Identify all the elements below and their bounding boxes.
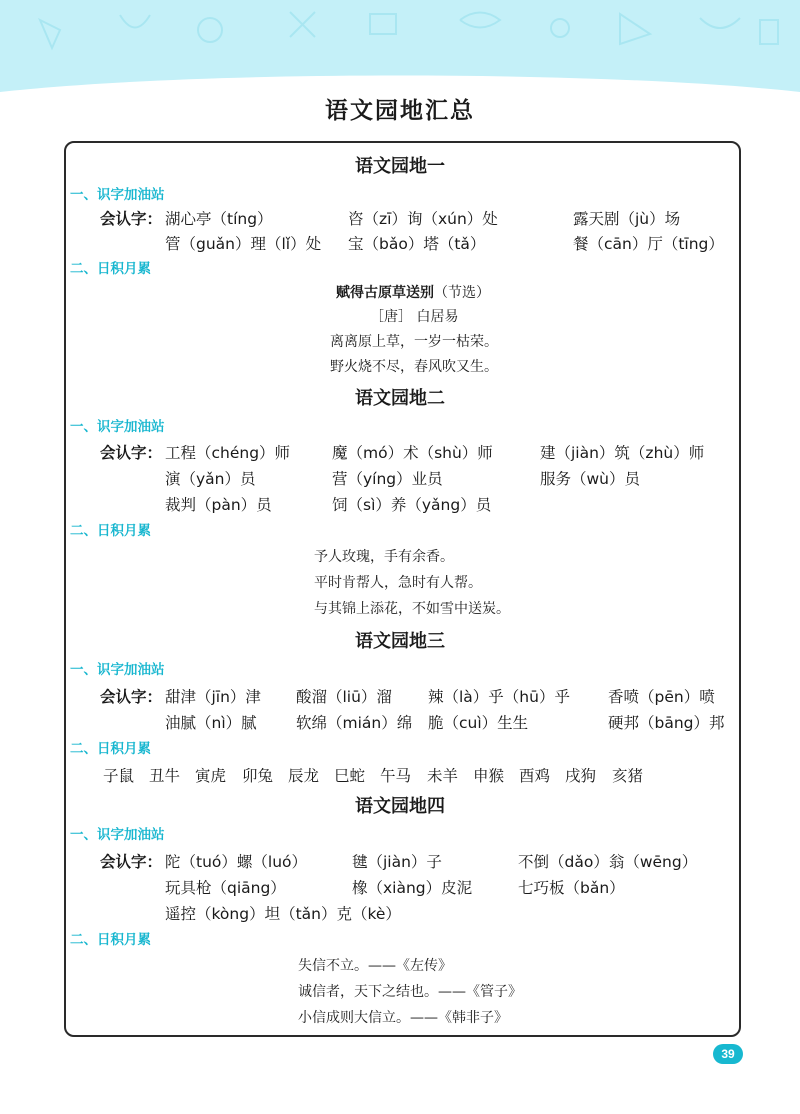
word-item: 管（guǎn）理（lǐ）处 (165, 235, 322, 253)
word-item: 辣（là）乎（hū）乎 (428, 688, 570, 706)
zodiac-item: 子鼠 (103, 767, 135, 785)
header-band (0, 0, 800, 150)
word-item: 魔（mó）术（shù）师 (332, 444, 493, 462)
word-item: 不倒（dǎo）翁（wēng） (518, 853, 698, 871)
zodiac-item: 卯兔 (242, 767, 274, 785)
word-item: 甜津（jīn）津 (165, 688, 261, 706)
zodiac-item: 申猴 (473, 767, 505, 785)
poem-title (336, 282, 490, 302)
section-title: 语文园地二 (355, 388, 445, 409)
word-item: 饲（sì）养（yǎng）员 (332, 496, 492, 514)
zodiac-item: 亥猪 (612, 767, 644, 785)
word-item: 油腻（nì）腻 (165, 714, 257, 732)
section-title: 语文园地三 (355, 631, 445, 652)
word-item: 建（jiàn）筑（zhù）师 (540, 444, 705, 462)
word-item: 服务（wù）员 (540, 470, 641, 488)
sub-heading-accumulation: 二、日积月累 (70, 932, 151, 948)
page-number: 39 (713, 1044, 743, 1064)
zodiac-item: 寅虎 (195, 767, 227, 785)
word-item: 湖心亭（tíng） (165, 210, 273, 228)
zodiac-item: 午马 (380, 767, 412, 785)
saying-line: 平时肯帮人，急时有人帮。 (314, 575, 482, 591)
saying-line: 与其锦上添花，不如雪中送炭。 (314, 601, 510, 617)
word-item: 玩具枪（qiāng） (165, 879, 286, 897)
sub-heading-literacy: 一、识字加油站 (70, 187, 165, 203)
word-item: 遥控（kòng）坦（tǎn）克（kè） (165, 905, 401, 923)
zodiac-item: 巳蛇 (334, 767, 366, 785)
word-item: 裁判（pàn）员 (165, 496, 272, 514)
word-item: 七巧板（bǎn） (518, 879, 625, 897)
poem-title-text: 赋得古原草送别 (336, 285, 434, 301)
sub-heading-accumulation: 二、日积月累 (70, 741, 151, 757)
page-title: 语文园地汇总 (325, 98, 475, 124)
zodiac-item: 酉鸡 (519, 767, 551, 785)
word-item: 陀（tuó）螺（luó） (165, 853, 307, 871)
sub-heading-accumulation: 二、日积月累 (70, 261, 151, 277)
sub-heading-accumulation: 二、日积月累 (70, 523, 151, 539)
sub-heading-literacy: 一、识字加油站 (70, 662, 165, 678)
quote-line: 失信不立。——《左传》 (298, 958, 452, 974)
word-item: 硬邦（bāng）邦 (608, 714, 725, 732)
zodiac-item: 未羊 (427, 767, 459, 785)
word-item: 软绵（mián）绵 (296, 714, 413, 732)
poem-author: ［唐］ 白居易 (370, 309, 459, 325)
rendzi-label: 会认字： (100, 688, 163, 706)
word-item: 脆（cuì）生生 (428, 714, 529, 732)
zodiac-item: 丑牛 (149, 767, 181, 785)
word-item: 宝（bǎo）塔（tǎ） (348, 235, 486, 253)
word-item: 香喷（pēn）喷 (608, 688, 715, 706)
poem-line: 离离原上草，一岁一枯荣。 (330, 334, 498, 350)
poem-note: （节选） (434, 285, 490, 301)
word-item: 演（yǎn）员 (165, 470, 256, 488)
word-item: 橡（xiàng）皮泥 (352, 879, 473, 897)
word-item: 露天剧（jù）场 (573, 210, 681, 228)
zodiac-item: 戌狗 (565, 767, 597, 785)
rendzi-label: 会认字： (100, 210, 163, 228)
word-item: 毽（jiàn）子 (352, 853, 442, 871)
saying-line: 予人玫瑰，手有余香。 (314, 549, 454, 565)
word-item: 酸溜（liū）溜 (296, 688, 392, 706)
poem-line: 野火烧不尽，春风吹又生。 (330, 359, 498, 375)
section-title: 语文园地一 (355, 156, 445, 177)
zodiac-item: 辰龙 (288, 767, 320, 785)
word-item: 咨（zī）询（xún）处 (348, 210, 498, 228)
word-item: 营（yíng）业员 (332, 470, 443, 488)
quote-line: 诚信者，天下之结也。——《管子》 (298, 984, 522, 1000)
rendzi-label: 会认字： (100, 853, 163, 871)
rendzi-label: 会认字： (100, 444, 163, 462)
section-title: 语文园地四 (355, 796, 445, 817)
word-item: 餐（cān）厅（tīng） (573, 235, 724, 253)
word-item: 工程（chéng）师 (165, 444, 291, 462)
quote-line: 小信成则大信立。——《韩非子》 (298, 1010, 508, 1026)
sub-heading-literacy: 一、识字加油站 (70, 419, 165, 435)
sub-heading-literacy: 一、识字加油站 (70, 827, 165, 843)
